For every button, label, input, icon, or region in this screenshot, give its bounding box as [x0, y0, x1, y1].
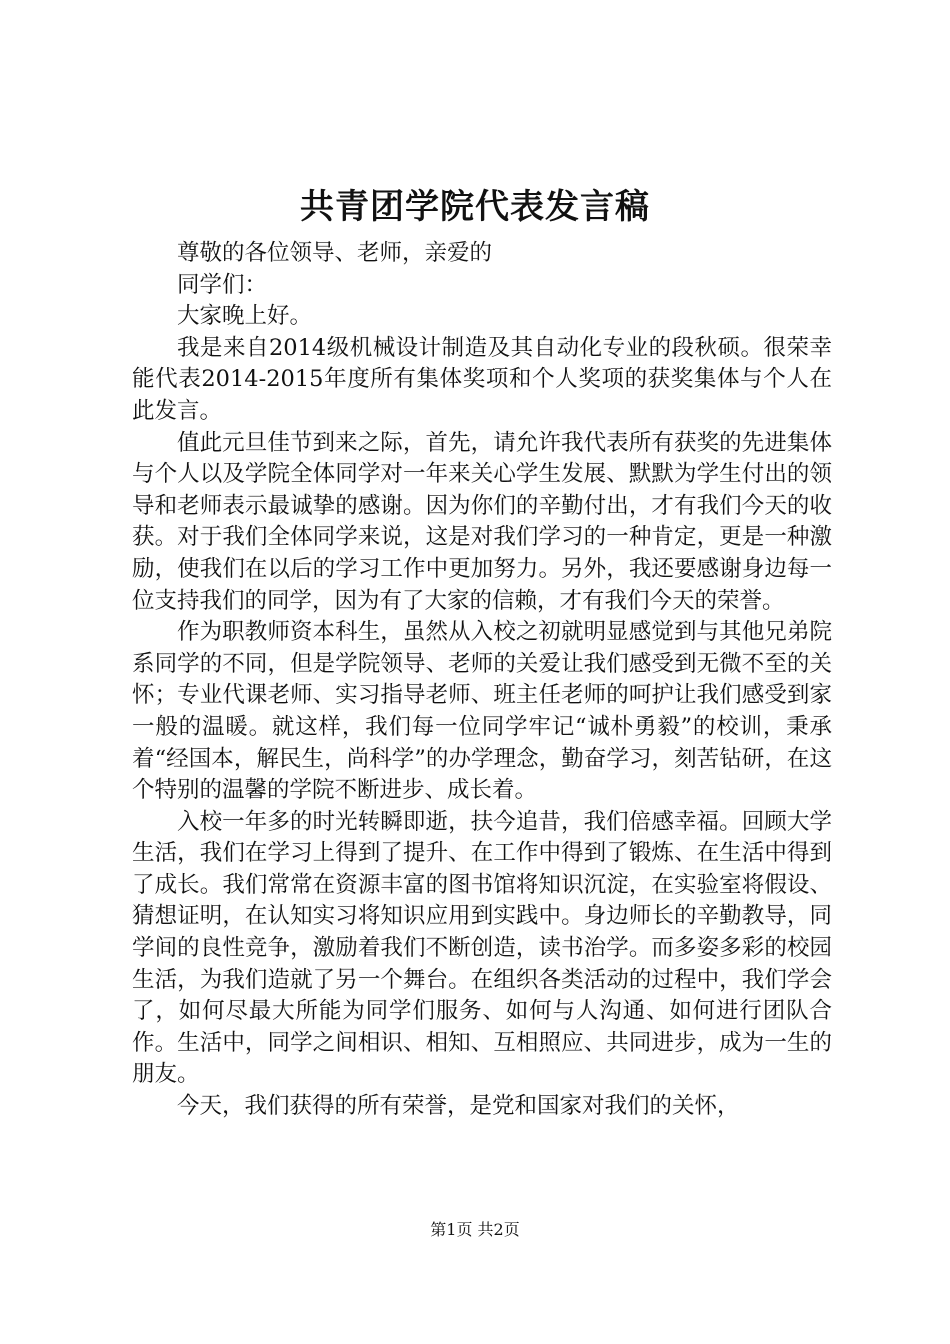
- body-paragraph: 今天，我们获得的所有荣誉，是党和国家对我们的关怀，: [177, 1093, 740, 1120]
- salutation-line-2: 同学们：: [177, 271, 268, 298]
- greeting-paragraph: 大家晚上好。: [177, 303, 313, 330]
- body-paragraph: 入校一年多的时光转瞬即逝，扶今追昔，我们倍感幸福。回顾大学生活，我们在学习上得到了提升、在工作中得到了锻炼、在生活中得到了成长。我们常常在资源丰富的图书馆将知识沉淀，在实验室将假设、猜想证明，在认知实习将知识应用到实践中。身边师长的辛勤教导，同学间的良性竞争，激励着我们不断创造，读书治学。而多姿多彩的校园生活，为我们造就了另一个舞台。在组织各类活动的过程中，我们学会了，如何尽最大所能为同学们服务、如何与人沟通、如何进行团队合作。生活中，同学之间相识、相知、互相照应、共同进步，成为一生的朋友。: [132, 808, 832, 1088]
- body-paragraph: 我是来自2014级机械设计制造及其自动化专业的段秋硕。很荣幸能代表2014-2015年度所有集体奖项和个人奖项的获奖集体与个人在此发言。: [132, 334, 832, 424]
- document-title: 共青团学院代表发言稿: [300, 187, 650, 227]
- salutation-line-1: 尊敬的各位领导、老师，亲爱的: [177, 240, 493, 266]
- page-footer: 第1页 共2页: [430, 1220, 520, 1239]
- body-paragraph: 作为职教师资本科生，虽然从入校之初就明显感觉到与其他兄弟院系同学的不同，但是学院领导、老师的关爱让我们感受到无微不至的关怀；专业代课老师、实习指导老师、班主任老师的呵护让我们感受到家一般的温暖。就这样，我们每一位同学牢记“诚朴勇毅”的校训，秉承着“经国本，解民生，尚科学”的办学理念，勤奋学习，刻苦钻研，在这个特别的温馨的学院不断进步、成长着。: [132, 619, 832, 804]
- document-body: [132, 238, 832, 1123]
- body-paragraph: 值此元旦佳节到来之际，首先，请允许我代表所有获奖的先进集体与个人以及学院全体同学对一年来关心学生发展、默默为学生付出的领导和老师表示最诚挚的感谢。因为你们的辛勤付出，才有我们今天的收获。对于我们全体同学来说，这是对我们学习的一种肯定，更是一种激励，使我们在以后的学习工作中更加努力。另外，我还要感谢身边每一位支持我们的同学，因为有了大家的信赖，才有我们今天的荣誉。: [132, 429, 832, 614]
